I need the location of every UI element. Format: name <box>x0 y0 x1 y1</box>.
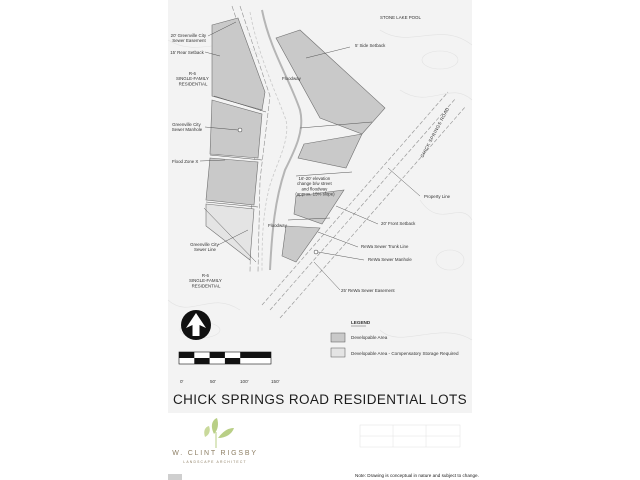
firm-name: W. CLINT RIGSBY <box>172 450 258 457</box>
legend-label-compensatory: Developable Area - Compensatory Storage Required <box>351 351 459 356</box>
legend-heading: LEGEND <box>351 320 371 325</box>
rewa-trunk-label: ReWa Sewer Trunk Line <box>361 244 409 249</box>
r6-top-label: R-6 SINGLE-FAMILY RESIDENTIAL <box>175 71 209 87</box>
chick-springs-road-label: CHICK SPRINGS ROAD <box>419 106 451 159</box>
greenville-sewer-manhole <box>238 128 242 132</box>
legend-swatch-developable <box>331 333 345 342</box>
scale-tick-100: 100' <box>240 379 249 384</box>
disclaimer-note: Note: Drawing is conceptual in nature and subject to change. <box>355 473 479 478</box>
sewer-line-label: Greenville City Sewer Line <box>190 242 219 253</box>
rewa-easement-label: 25' ReWa Sewer Easement <box>341 288 395 293</box>
scale-bar <box>179 352 271 364</box>
seal-stamp <box>168 474 182 480</box>
legend-swatch-compensatory <box>331 348 345 357</box>
flood-zone-label: Flood Zone X <box>172 159 199 164</box>
leaf-logo-icon <box>212 418 218 434</box>
legend-label-developable: Developable Area <box>351 335 388 340</box>
developable-area-west-lower <box>206 158 258 205</box>
side-setback-label: 5' Side Setback <box>355 43 386 48</box>
front-setback-label: 20' Front Setback <box>381 221 416 226</box>
north-arrow-icon <box>181 310 211 340</box>
property-line-label: Property Line <box>424 194 451 199</box>
sewer-manhole-label: Greenville City Sewer Manhole <box>171 122 203 133</box>
elevation-change-label: 16'-20' elevation change b/w street and floodway (approx. 15% slope) <box>295 176 335 197</box>
rear-setback-label: 15' Rear Setback <box>170 50 204 55</box>
sheet-title: CHICK SPRINGS ROAD RESIDENTIAL LOTS <box>172 392 468 407</box>
title-block-table <box>360 425 460 447</box>
scale-tick-0: 0' <box>180 379 184 384</box>
sewer-easement-label: 20' Greenville City Sewer Easement <box>170 33 207 44</box>
r6-bottom-label: R-6 SINGLE-FAMILY RESIDENTIAL <box>188 273 222 289</box>
floodway-top-label: Floodway <box>282 76 301 81</box>
firm-subtitle: LANDSCAPE ARCHITECT <box>183 460 247 464</box>
floodway-bottom-label: Floodway <box>268 223 287 228</box>
firm-logo <box>204 418 234 448</box>
rewa-sewer-manhole <box>314 250 318 254</box>
stone-lake-pool-label: STONE LAKE POOL <box>380 15 421 20</box>
scale-tick-150: 150' <box>271 379 280 384</box>
rewa-manhole-label: ReWa Sewer Manhole <box>368 257 412 262</box>
scale-tick-50: 50' <box>210 379 216 384</box>
